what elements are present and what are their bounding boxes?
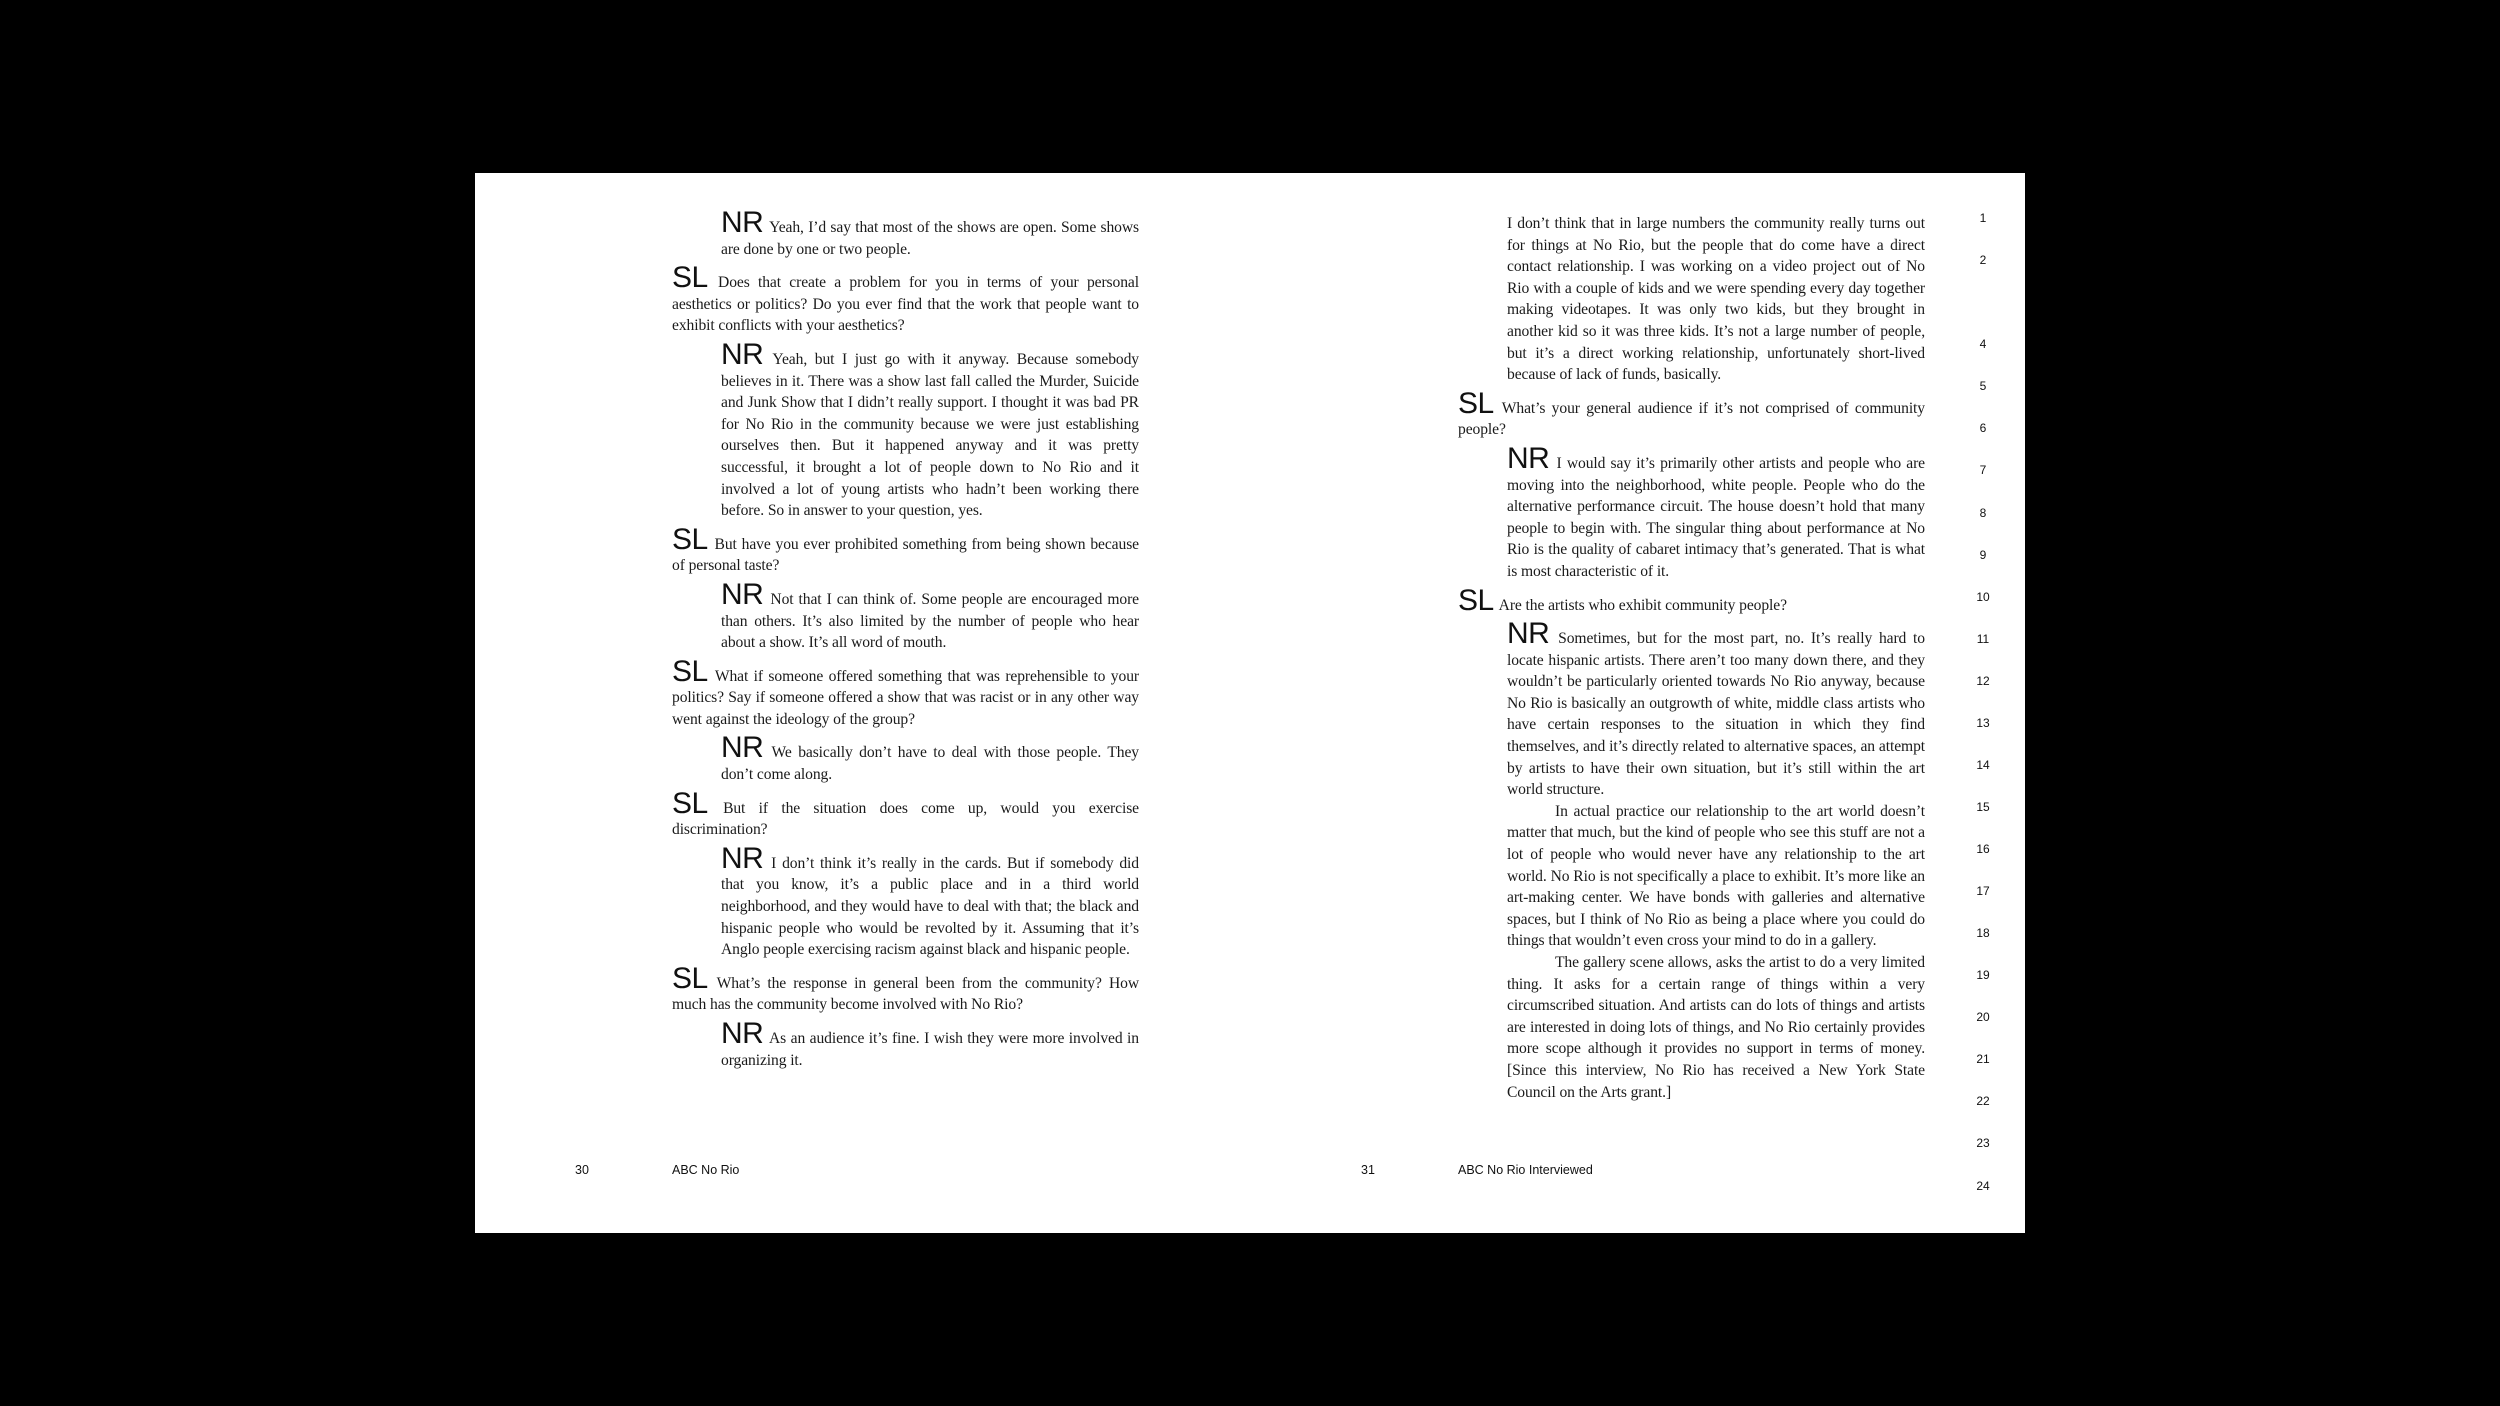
left-page-text (672, 206, 1139, 1079)
body-paragraph: The gallery scene allows, asks the artist to do a very limited thing. It asks for a certain range of things within a very circumscribed situation. And artists can do lots of things and artists are interested in doing lots of things, and No Rio certainly provides more scope although it provides no support in terms of money. [Since this interview, No Rio has received a New York State Council on the Arts grant.] (1507, 954, 1925, 1101)
line-number: 13 (1976, 716, 1990, 730)
turn-sl (672, 654, 1139, 731)
speaker-label: NR (721, 1017, 764, 1050)
line-number: 16 (1976, 842, 1990, 856)
running-head-right: ABC No Rio Interviewed (1458, 1163, 1593, 1177)
turn-text: I would say it’s primarily other artists and people who are moving into the neighborhood, white people. People who do the alternative performance circuit. The house doesn’t hold that many people to begin with. The singular thing about performance at No Rio is the quality of cabaret intimacy that’s generated. That is what is most characteristic of it. (1507, 454, 1925, 580)
continuation-paragraph: I don’t think that in large numbers the community really turns out for things at No Rio, but the people that do come have a direct contact relationship. I was working on a video project out of No Rio with a couple of kids and we were spending every day together making videotapes. It was only two kids, but they brought in another kid so it was three kids. It’s not a large number of people, but it’s a direct working relationship, unfortunately short-lived because of lack of funds, basically. (1507, 215, 1925, 384)
turn-text: But if the situation does come up, would you exercise discrimination? (672, 799, 1139, 839)
line-number: 24 (1976, 1179, 1990, 1193)
line-number: 20 (1976, 1010, 1990, 1024)
speaker-label: SL (1458, 583, 1494, 617)
line-number: 2 (1979, 253, 1987, 267)
turn-text: We basically don’t have to deal with those people. They don’t come along. (721, 744, 1139, 784)
line-number: 4 (1979, 337, 1987, 351)
speaker-label: NR (721, 206, 764, 239)
turn-text: As an audience it’s fine. I wish they were more involved in organizing it. (721, 1030, 1139, 1069)
line-number: 5 (1979, 379, 1987, 393)
turn-text: Yeah, I’d say that most of the shows are open. Some shows are done by one or two people. (721, 219, 1139, 258)
speaker-label: SL (672, 654, 708, 688)
speaker-label: SL (1458, 386, 1494, 420)
turn-text: What if someone offered something that was reprehensible to your politics? Say if someone offered a show that was racist or in any other way went against the ideology of the group? (672, 667, 1139, 728)
page-number-left: 30 (575, 1163, 589, 1177)
turn-nr (1507, 617, 1925, 801)
turn-nr (721, 577, 1139, 654)
turn-text: I don’t think it’s really in the cards. But if somebody did that you know, it’s a public place and in a third world neighborhood, and they would have to deal with that; the black and hispanic people who would be revolted by it. Assuming that it’s Anglo people exercising racism against black and hispanic people. (721, 854, 1139, 959)
speaker-label: NR (1507, 441, 1550, 475)
line-number: 23 (1976, 1136, 1990, 1150)
turn-nr (1507, 441, 1925, 583)
turn-text: What’s the response in general been from the community? How much has the community become involved with No Rio? (672, 974, 1139, 1014)
line-number: 14 (1976, 758, 1990, 772)
turn-nr (721, 337, 1139, 522)
line-number: 12 (1976, 674, 1990, 688)
speaker-label: NR (721, 841, 764, 875)
line-number: 9 (1979, 548, 1987, 562)
turn-nr (721, 1017, 1139, 1071)
right-page-text (1458, 213, 1925, 1103)
book-spread (475, 173, 2025, 1233)
turn-text: What’s your general audience if it’s not comprised of community people? (1458, 399, 1925, 439)
speaker-label: NR (1507, 617, 1550, 651)
turn-sl (672, 961, 1139, 1016)
turn-nr (721, 206, 1139, 260)
turn-nr (721, 731, 1139, 785)
speaker-label: SL (672, 261, 708, 295)
line-number: 8 (1979, 506, 1987, 520)
line-number: 18 (1976, 926, 1990, 940)
line-number: 11 (1976, 632, 1990, 646)
turn-sl (1458, 386, 1925, 441)
line-number: 7 (1979, 463, 1987, 477)
speaker-label: SL (672, 961, 708, 995)
turn-text: Sometimes, but for the most part, no. It’s really hard to locate hispanic artists. There aren’t too many down there, and they wouldn’t be particularly oriented towards No Rio anyway, because No Rio is basically an outgrowth of white, middle class artists who have certain responses to the situation in which they find themselves, and it’s directly related to alternative spaces, an attempt by artists to have their own situation, but it’s still within the art world structure. (1507, 630, 1925, 799)
speaker-label: NR (721, 577, 764, 611)
line-number: 17 (1976, 884, 1990, 898)
turn-text: But have you ever prohibited something from being shown because of personal taste? (672, 535, 1139, 575)
turn-nr (721, 841, 1139, 961)
running-head-left: ABC No Rio (672, 1163, 740, 1177)
line-number: 15 (1976, 800, 1990, 814)
turn-text: Not that I can think of. Some people are encouraged more than others. It’s also limited by the number of people who hear about a show. It’s all word of mouth. (721, 590, 1139, 652)
turn-sl (672, 522, 1139, 577)
line-number: 22 (1976, 1094, 1990, 1108)
page-number-right: 31 (1361, 1163, 1375, 1177)
turn-sl (672, 261, 1139, 337)
body-paragraph: In actual practice our relationship to the art world doesn’t matter that much, but the kind of people who see this stuff are not a lot of people who would never have any relationship to the art world. No Rio is not specifically a place to exhibit. It’s more like an art-making center. We have bonds with galleries and alternative spaces, but I think of No Rio as being a place where you could do things that wouldn’t even cross your mind to do in a gallery. (1507, 802, 1925, 950)
turn-sl (1458, 583, 1925, 617)
line-number: 19 (1976, 968, 1990, 982)
speaker-label: NR (721, 731, 764, 765)
turn-text: Yeah, but I just go with it anyway. Because somebody believes in it. There was a show last fall called the Murder, Suicide and Junk Show that I didn’t really support. I thought it was bad PR for No Rio in the community because we were just establishing ourselves then. But it happened anyway and it was pretty successful, it brought a lot of people down to No Rio and it involved a lot of young artists who hadn’t been working there before. So in answer to your question, yes. (721, 350, 1139, 520)
turn-sl (672, 786, 1139, 841)
speaker-label: NR (721, 337, 764, 371)
line-number: 1 (1979, 211, 1987, 225)
line-number: 10 (1976, 590, 1990, 604)
turn-text: Are the artists who exhibit community people? (1498, 596, 1787, 614)
speaker-label: SL (672, 522, 708, 556)
turn-text: Does that create a problem for you in terms of your personal aesthetics or politics? Do you ever find that the work that people want to exhibit conflicts with your aesthetics? (672, 274, 1139, 335)
line-number: 21 (1976, 1052, 1990, 1066)
line-number: 6 (1979, 421, 1987, 435)
speaker-label: SL (672, 786, 708, 820)
